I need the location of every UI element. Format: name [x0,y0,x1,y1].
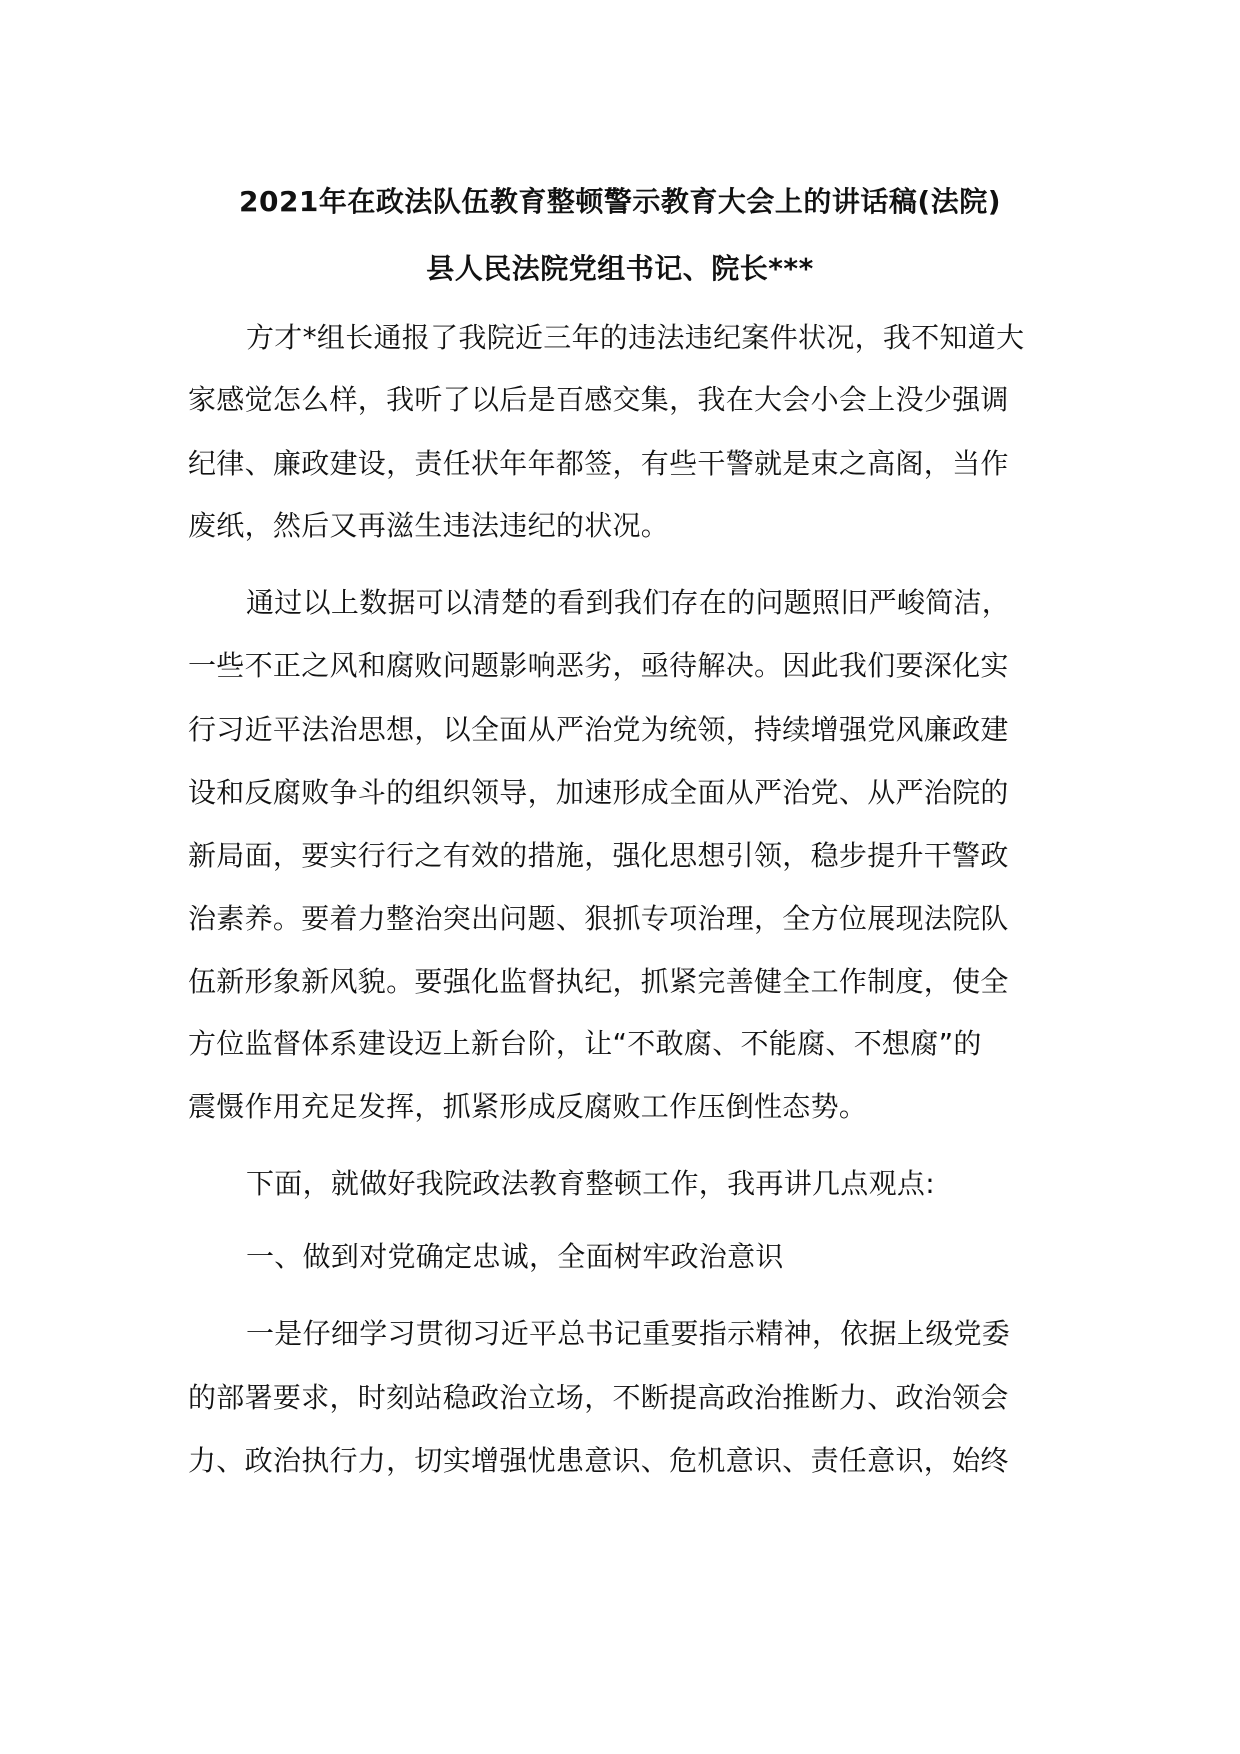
paragraph-2-line-7: 伍新形象新风貌。要强化监督执纪，抓紧完善健全工作制度，使全 [188,965,1009,998]
paragraph-5-line-1: 一是仔细学习贯彻习近平总书记重要指示精神，依据上级党委 [246,1317,1011,1350]
paragraph-2-line-9: 震慑作用充足发挥，抓紧形成反腐败工作压倒性态势。 [188,1090,868,1123]
paragraph-2-line-2: 一些不正之风和腐败问题影响恶劣，亟待解决。因此我们要深化实 [188,649,1009,682]
section-heading-1: 一、做到对党确定忠诚，全面树牢政治意识 [246,1240,784,1273]
paragraph-1-line-2: 家感觉怎么样，我听了以后是百感交集，我在大会小会上没少强调 [188,383,1009,416]
paragraph-3-line-1: 下面，就做好我院政法教育整顿工作，我再讲几点观点: [246,1167,935,1200]
paragraph-2-line-5: 新局面，要实行行之有效的措施，强化思想引领，稳步提升干警政 [188,839,1009,872]
paragraph-1-line-1: 方才*组长通报了我院近三年的违法违纪案件状况，我不知道大 [246,321,1025,354]
paragraph-5-line-3: 力、政治执行力，切实增强忧患意识、危机意识、责任意识，始终 [188,1444,1009,1477]
paragraph-1-line-3: 纪律、廉政建设，责任状年年都签，有些干警就是束之高阁，当作 [188,447,1009,480]
paragraph-1-line-4: 废纸，然后又再滋生违法违纪的状况。 [188,509,670,542]
paragraph-2-line-4: 设和反腐败争斗的组织领导，加速形成全面从严治党、从严治院的 [188,776,1009,809]
paragraph-2-line-6: 治素养。要着力整治突出问题、狠抓专项治理，全方位展现法院队 [188,902,1009,935]
paragraph-2-line-1: 通过以上数据可以清楚的看到我们存在的问题照旧严峻简洁， [246,586,1011,619]
paragraph-5-line-2: 的部署要求，时刻站稳政治立场，不断提高政治推断力、政治领会 [188,1381,1009,1414]
paragraph-2-line-8: 方位监督体系建设迈上新台阶，让“不敢腐、不能腐、不想腐”的 [188,1027,982,1060]
document-subtitle: 县人民法院党组书记、院长*** [426,252,814,285]
document-title: 2021年在政法队伍教育整顿警示教育大会上的讲话稿(法院) [238,185,1002,218]
paragraph-2-line-3: 行习近平法治思想，以全面从严治党为统领，持续增强党风廉政建 [188,713,1009,746]
